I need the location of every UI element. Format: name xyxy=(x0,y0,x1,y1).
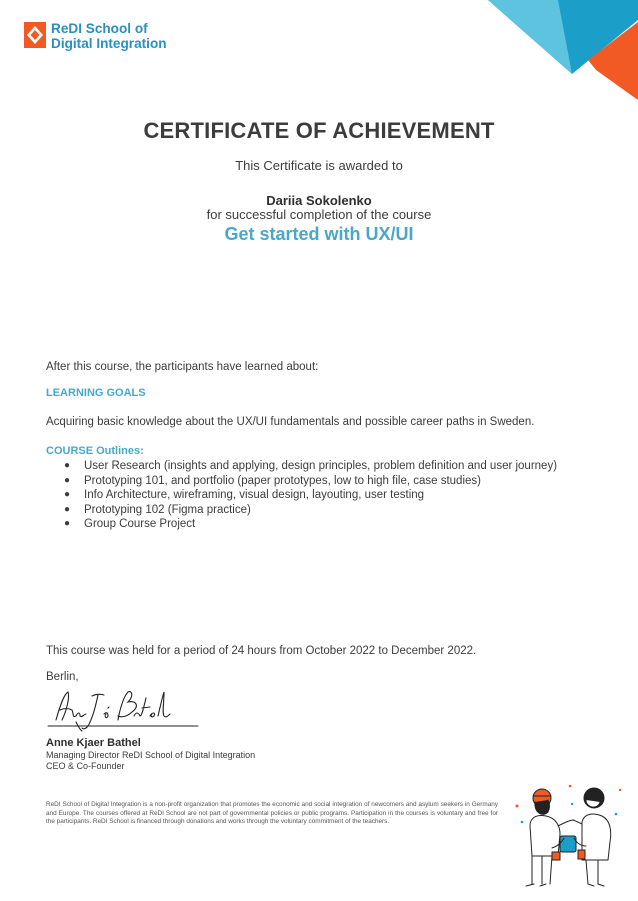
signer-title-line2: CEO & Co-Founder xyxy=(46,761,125,771)
learning-goals-heading: LEARNING GOALS xyxy=(46,387,146,399)
signer-title-line1: Managing Director ReDI School of Digital Integration xyxy=(46,750,256,760)
corner-decoration-icon xyxy=(488,0,638,100)
logo-line2: Digital Integration xyxy=(51,36,167,51)
learned-intro: After this course, the participants have learned about: xyxy=(46,361,319,373)
course-outline-list xyxy=(64,459,557,532)
outline-item-text: User Research (insights and applying, design principles, problem definition and user journey) xyxy=(84,460,558,472)
list-item xyxy=(64,474,557,489)
course-outlines-heading: COURSE Outlines: xyxy=(46,445,144,457)
bullet-icon: ● xyxy=(64,474,71,486)
city-text: Berlin, xyxy=(46,671,79,683)
signer-name: Anne Kjaer Bathel xyxy=(46,737,141,749)
bullet-icon: ● xyxy=(64,518,71,529)
footer-disclaimer: ReDI School of Digital Integration is a non-profit organization that promotes the economic and social integration of newcomers and asylum seekers in Germany and Europe. The courses offered at ReDI School are not part of governmental policies or public programs. Participation in the courses is voluntary and free for the participants. ReDI School is financed through donations and works through the voluntary commitment of the teachers. xyxy=(46,801,498,826)
outline-item-text: Info Architecture, wireframing, visual design, layouting, user testing xyxy=(84,489,425,501)
course-period-text: This course was held for a period of 24 hours from October 2022 to December 2022. xyxy=(46,645,477,657)
list-item xyxy=(64,488,557,503)
redi-logo xyxy=(24,20,194,54)
bullet-icon: ● xyxy=(64,503,71,515)
outline-item-text: Group Course Project xyxy=(84,518,196,530)
handwritten-signature-icon xyxy=(46,686,202,732)
recipient-name: Dariia Sokolenko xyxy=(266,193,372,208)
list-item xyxy=(64,517,557,532)
certificate-title: CERTIFICATE OF ACHIEVEMENT xyxy=(143,118,495,143)
completion-text: for successful completion of the course xyxy=(206,207,432,222)
course-name: Get started with UX/UI xyxy=(224,224,414,244)
outline-item-text: Prototyping 102 (Figma practice) xyxy=(84,503,251,516)
logo-line1: ReDI School of xyxy=(51,21,148,36)
bullet-icon: ● xyxy=(64,460,71,471)
redi-logo-mark-icon xyxy=(24,22,46,48)
learning-goals-text: Acquiring basic knowledge about the UX/UI fundamentals and possible career paths in Sweden. xyxy=(46,416,535,428)
outline-item-text: Prototyping 101, and portfolio (paper prototypes, low to high file, case studies) xyxy=(84,474,481,487)
awarded-text: This Certificate is awarded to xyxy=(235,158,403,173)
people-illustration-icon xyxy=(512,776,627,888)
bullet-icon: ● xyxy=(64,489,71,500)
list-item xyxy=(64,459,557,474)
list-item xyxy=(64,503,557,518)
